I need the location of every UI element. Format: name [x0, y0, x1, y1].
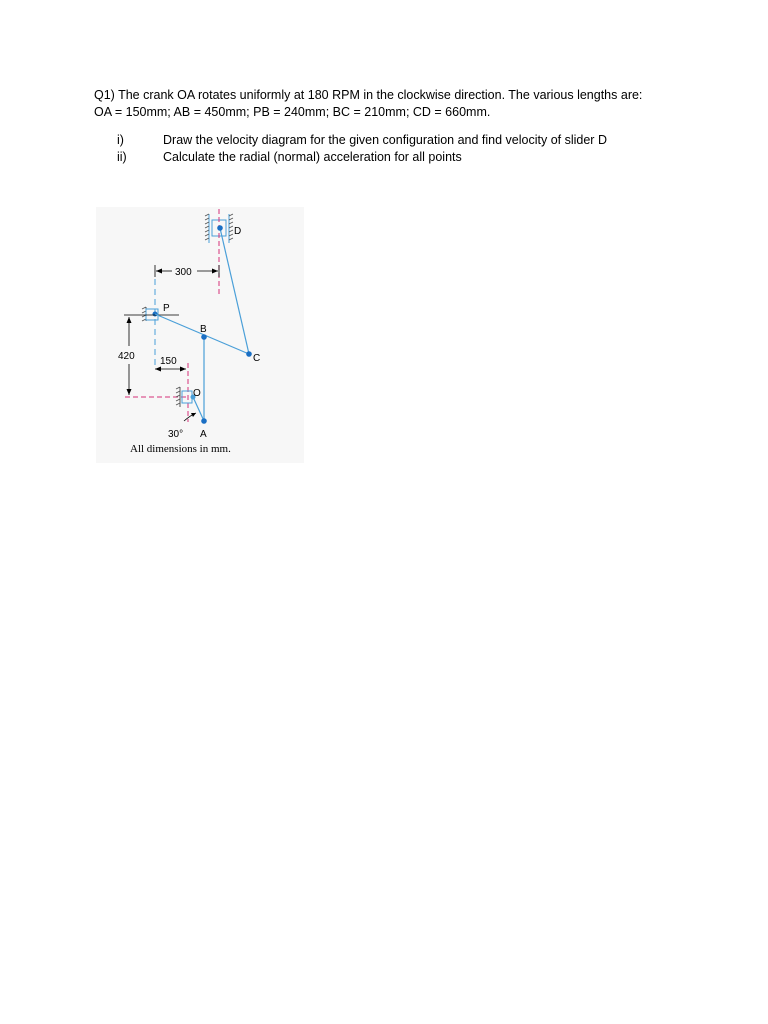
- label-p: P: [163, 303, 170, 314]
- label-b: B: [200, 324, 207, 335]
- task-text: Calculate the radial (normal) acceleration for all points: [163, 150, 462, 164]
- label-c: C: [253, 353, 261, 364]
- label-d: D: [234, 226, 242, 237]
- label-o: O: [193, 388, 201, 399]
- question-block: [94, 87, 694, 121]
- task-number: ii): [117, 150, 127, 164]
- joint-a: [201, 418, 207, 424]
- joint-b: [201, 334, 207, 340]
- dim-label-420: 420: [118, 351, 135, 362]
- joint-d: [217, 225, 223, 231]
- link-cd: [220, 228, 249, 354]
- question-line-2: OA = 150mm; AB = 450mm; PB = 240mm; BC = 210mm; CD = 660mm.: [94, 105, 491, 119]
- task-text: Draw the velocity diagram for the given configuration and find velocity of slider D: [163, 133, 607, 147]
- dimension-300: [155, 265, 219, 278]
- link-oa: [193, 397, 204, 421]
- label-a: A: [200, 429, 207, 440]
- dim-label-300: 300: [175, 267, 192, 278]
- dim-label-150: 150: [160, 356, 177, 367]
- question-line-1: Q1) The crank OA rotates uniformly at 180 RPM in the clockwise direction. The various lengths are:: [94, 88, 643, 102]
- task-number: i): [117, 133, 124, 147]
- figure-caption: All dimensions in mm.: [130, 443, 231, 455]
- task-item: [117, 132, 607, 149]
- joint-c: [246, 351, 252, 357]
- mechanism-figure: [96, 207, 304, 463]
- dimension-420: [118, 315, 179, 395]
- mechanism-diagram: [96, 207, 304, 463]
- dimension-150: [155, 356, 186, 372]
- angle-label: 30°: [168, 429, 184, 440]
- task-item: [117, 149, 462, 166]
